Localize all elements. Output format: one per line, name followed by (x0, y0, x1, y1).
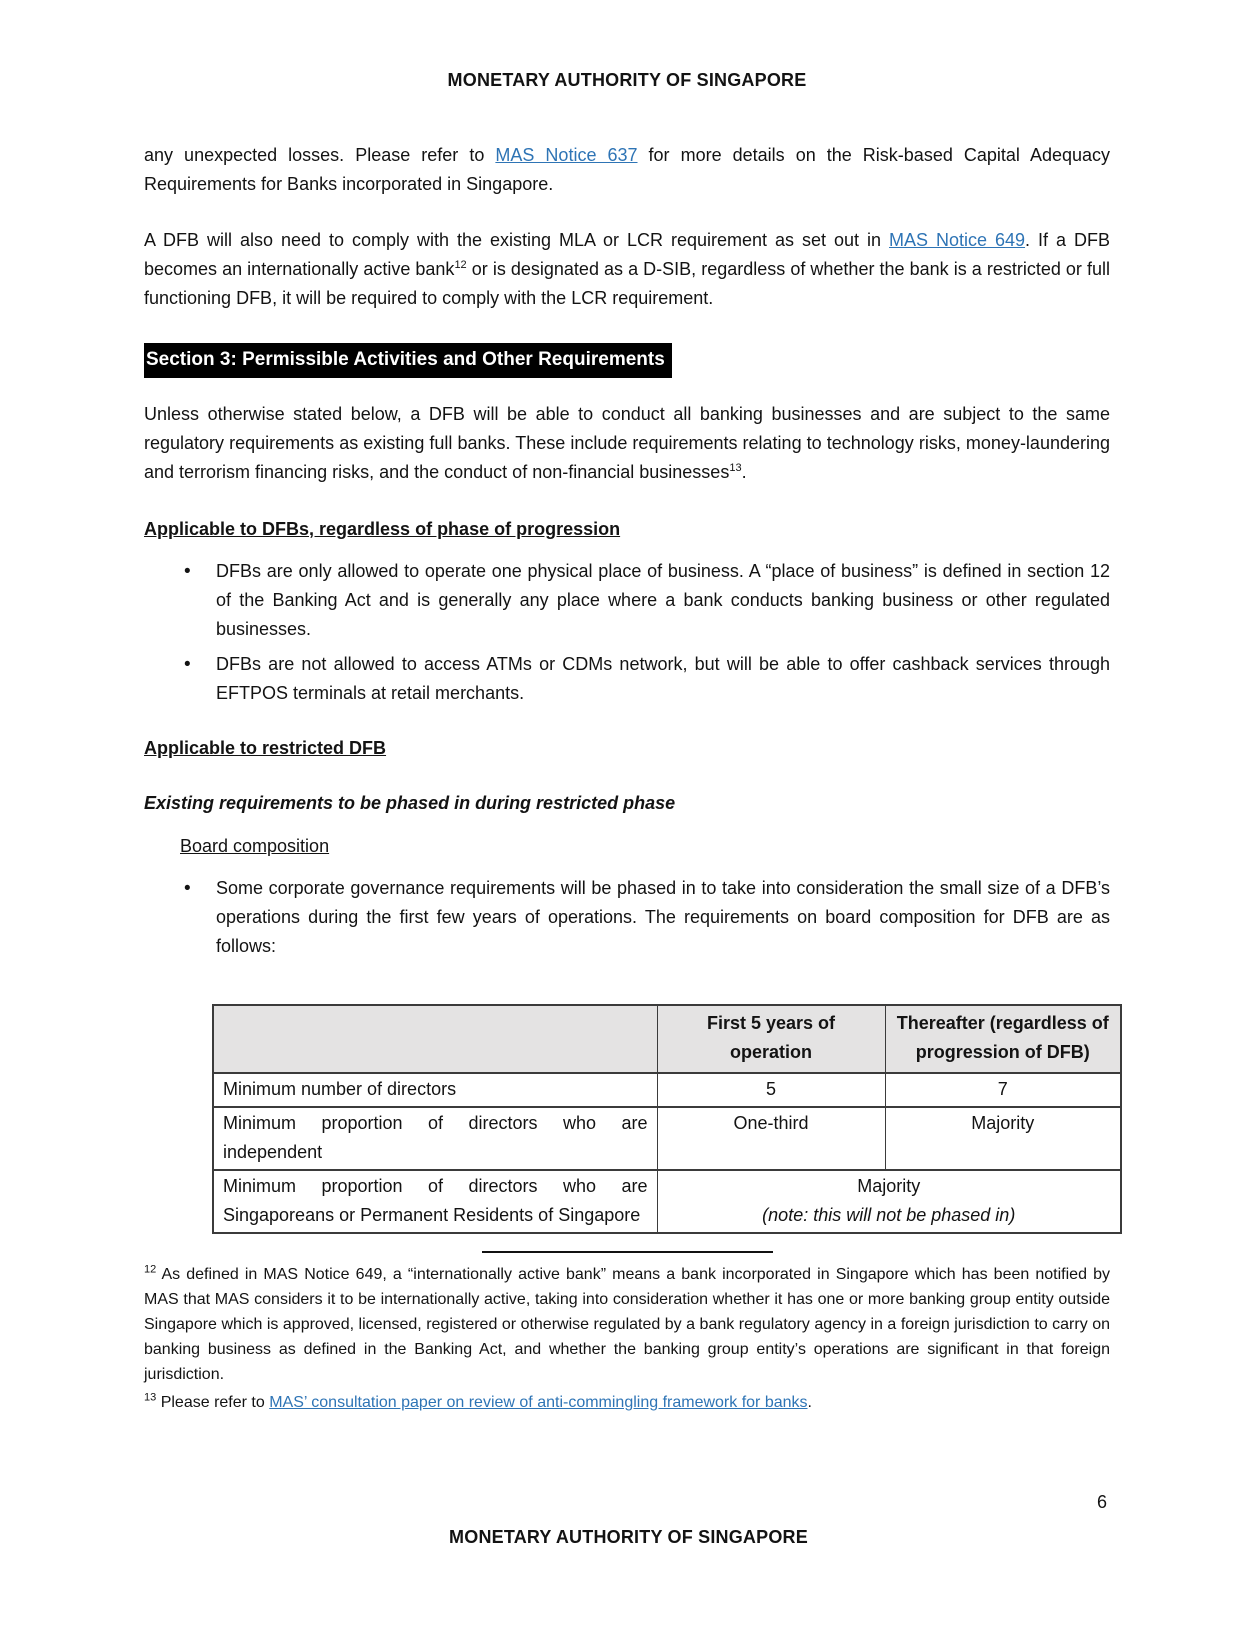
page-footer-title: MONETARY AUTHORITY OF SINGAPORE (449, 1527, 808, 1547)
board-composition-table (212, 1004, 1122, 1234)
header-cell-empty (213, 1005, 657, 1073)
table-row (213, 1170, 1121, 1233)
heading-board-composition: Board composition (180, 836, 330, 856)
footnote-13-text: . (807, 1394, 812, 1411)
paragraph-text: any unexpected losses. Please refer to (144, 145, 496, 165)
merged-cell-main: Majority (857, 1176, 921, 1196)
footnote-13-marker: 13 (144, 1391, 157, 1404)
link-mas-notice-649[interactable]: MAS Notice 649 (889, 230, 1026, 250)
page-number: 6 (1096, 1492, 1107, 1512)
paragraph-text: or is designated as a D-SIB, regardless of whether the bank is a restricted or full functioning DFB, it will be required to comply with the LCR requirement. (144, 259, 1110, 308)
footnote-12-text: As defined in MAS Notice 649, a “internationally active bank” means a bank incorporated in Singapore which has been notified by MAS that MAS considers it to be internationally active, taking into consideration whether it has one or more banking group entity outside Singapore which is approved, licensed, registered or otherwise regulated by a bank regulatory agency in a foreign jurisdiction to carry on banking business as defined in the Banking Act, and whether the banking group entity’s operations are significant in that foreign jurisdiction. (144, 1266, 1110, 1383)
merged-cell-note: (note: this will not be phased in) (762, 1205, 1016, 1225)
paragraph-text: for more details on the Risk-based Capital Adequacy Requirements for Banks incorporated in Singapore. (144, 145, 1111, 194)
value-independent-thereafter: Majority (885, 1107, 1121, 1170)
header-cell-first-5-years: First 5 years of operation (657, 1005, 885, 1073)
header-cell-thereafter: Thereafter (regardless of progression of DFB) (885, 1005, 1121, 1073)
paragraph-text: . (741, 462, 747, 482)
value-singaporean-merged (657, 1170, 1121, 1233)
value-independent-first5: One-third (657, 1107, 885, 1170)
paragraph-text: Unless otherwise stated below, a DFB will be able to conduct all banking businesses and are subject to the same regulatory requirements as existing full banks. These include requirements relating to technology risks, money-laundering and terrorism financing risks, and the conduct of non-financial businesses (144, 404, 1110, 482)
footnote-separator (482, 1251, 773, 1253)
paragraph-text: . If a DFB becomes an internationally active bank (144, 230, 1110, 279)
link-mas-notice-637[interactable]: MAS Notice 637 (495, 145, 638, 165)
table-header-row (213, 1005, 1121, 1073)
value-min-directors-thereafter: 7 (885, 1073, 1121, 1107)
table-row (213, 1107, 1121, 1170)
footnote-12-marker: 12 (144, 1263, 157, 1276)
heading-applicable-all-dfbs: Applicable to DFBs, regardless of phase of progression (144, 519, 621, 539)
bullet-atm-cdm: • DFBs are not allowed to access ATMs or CDMs network, but will be able to offer cashback services through EFTPOS terminals at retail merchants. (144, 650, 1110, 708)
footnote-ref-12: 12 (454, 259, 467, 271)
paragraph-capital-adequacy (144, 141, 1110, 199)
paragraph-section3-intro (144, 400, 1110, 487)
page-header-title: MONETARY AUTHORITY OF SINGAPORE (447, 70, 807, 90)
footnote-12 (144, 1262, 1110, 1387)
paragraph-text: A DFB will also need to comply with the existing MLA or LCR requirement as set out in (144, 230, 889, 250)
link-anti-commingling-paper[interactable]: MAS’ consultation paper on review of anti-commingling framework for banks (269, 1394, 808, 1411)
footnote-13-text: Please refer to (156, 1394, 270, 1411)
footnote-ref-13: 13 (729, 462, 742, 474)
value-min-directors-first5: 5 (657, 1073, 885, 1107)
bullet-place-of-business: • DFBs are only allowed to operate one physical place of business. A “place of business” is defined in section 12 of the Banking Act and is generally any place where a bank conducts banking business or other regulated businesses. (144, 557, 1110, 644)
paragraph-mla-lcr (144, 226, 1110, 313)
row-label-min-directors: Minimum number of directors (213, 1073, 657, 1107)
row-label-independent-directors: Minimum proportion of directors who are independent (213, 1107, 657, 1170)
heading-applicable-restricted-dfb: Applicable to restricted DFB (144, 738, 387, 758)
row-label-singaporean-directors: Minimum proportion of directors who are Singaporeans or Permanent Residents of Singapore (213, 1170, 657, 1233)
heading-existing-requirements: Existing requirements to be phased in during restricted phase (144, 793, 676, 813)
table-row (213, 1073, 1121, 1107)
bullet-corporate-governance: • Some corporate governance requirements will be phased in to take into consideration the small size of a DFB’s operations during the first few years of operations. The requirements on board composition for DFB are as follows: (144, 874, 1110, 961)
section-3-heading: Section 3: Permissible Activities and Other Requirements (144, 343, 672, 378)
footnote-13 (144, 1390, 1110, 1415)
